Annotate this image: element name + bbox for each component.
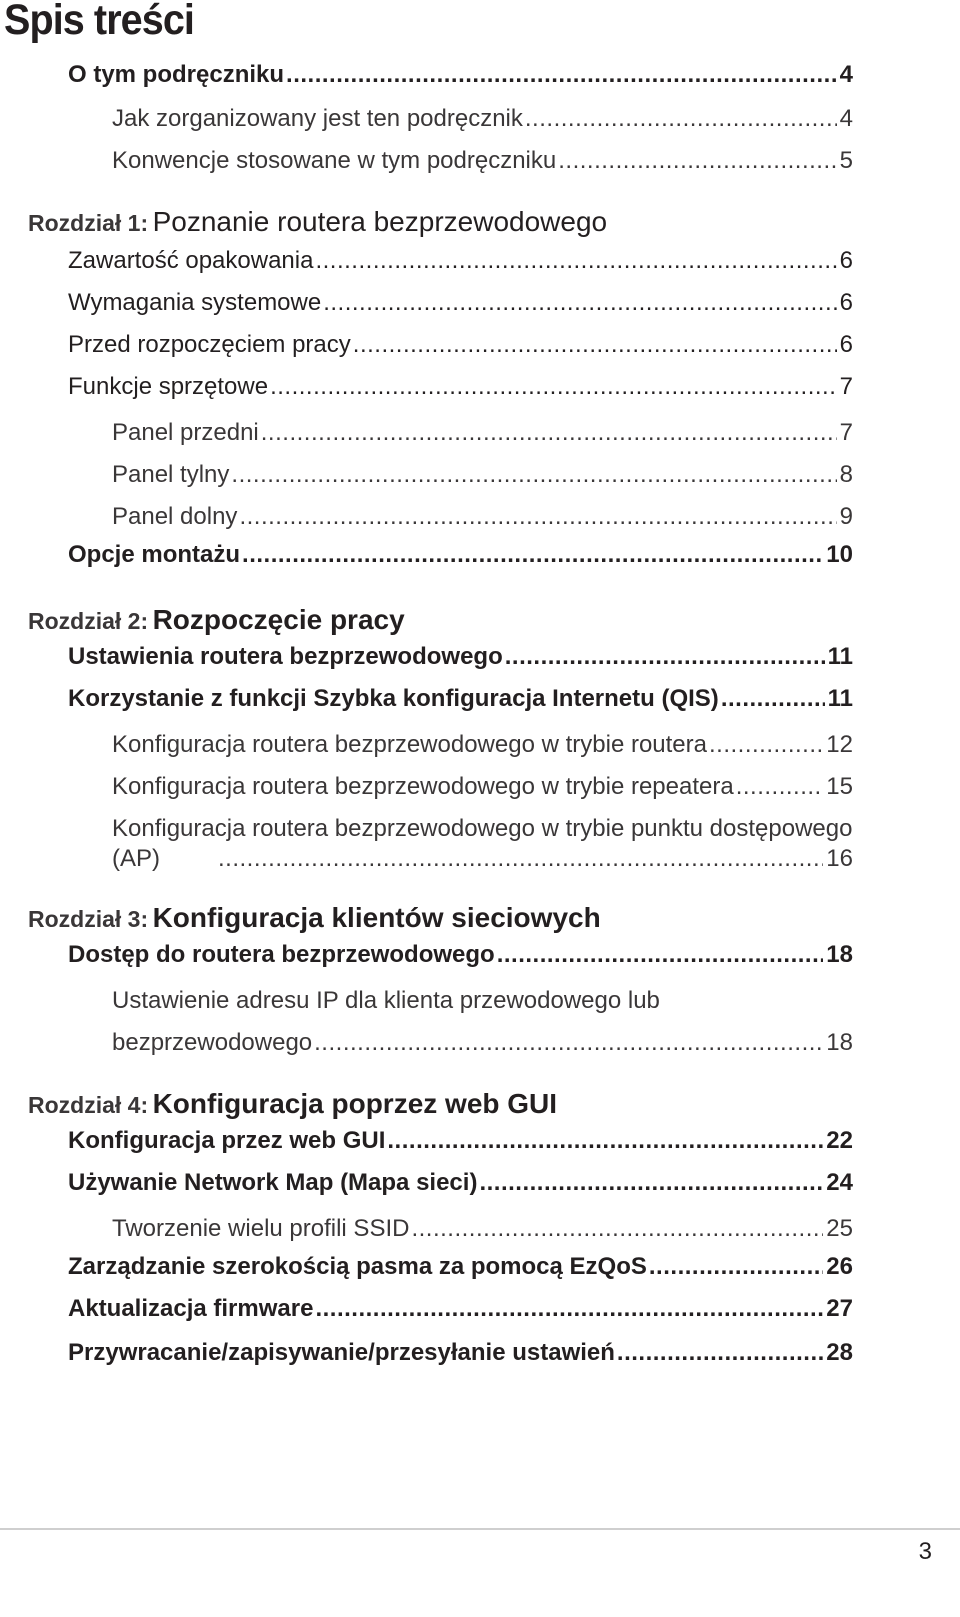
toc-entry-page: 4 — [839, 105, 853, 132]
dot-leader — [261, 418, 837, 448]
chapter-prefix: Rozdział 4: — [28, 1092, 149, 1118]
toc-entry-panel-tylny[interactable] — [112, 460, 853, 490]
toc-entry-label: Opcje montażu — [68, 541, 241, 568]
dot-leader — [286, 60, 837, 90]
toc-entry-web-gui[interactable] — [68, 1126, 853, 1156]
chapter-3-heading — [28, 902, 601, 939]
dot-leader — [617, 1338, 823, 1368]
toc-entry-label: Zarządzanie szerokością pasma za pomocą EzQoS — [68, 1253, 647, 1280]
toc-entry-page: 25 — [826, 1215, 853, 1242]
toc-entry-ustawienia-routera[interactable] — [68, 642, 853, 672]
toc-entry-page: 11 — [827, 643, 853, 670]
toc-entry-page: 16 — [826, 845, 853, 872]
toc-entry-label: bezprzewodowego — [112, 1029, 313, 1056]
dot-leader — [353, 330, 837, 360]
dot-leader — [721, 684, 825, 714]
dot-leader — [315, 1294, 823, 1324]
toc-entry-label: Używanie Network Map (Mapa sieci) — [68, 1169, 478, 1196]
chapter-title: Rozpoczęcie pracy — [152, 604, 405, 635]
dot-leader — [479, 1168, 823, 1198]
dot-leader — [270, 372, 837, 402]
toc-entry-panel-przedni[interactable] — [112, 418, 853, 448]
toc-entry-label: Zawartość opakowania — [68, 247, 314, 274]
toc-entry-label: Panel dolny — [112, 503, 238, 530]
toc-entry-label: Konwencje stosowane w tym podręczniku — [112, 147, 557, 174]
footer-divider — [0, 1528, 960, 1530]
toc-entry-page: 22 — [826, 1127, 853, 1154]
toc-entry-page: 18 — [826, 941, 853, 968]
toc-entry-label: Jak zorganizowany jest ten podręcznik — [112, 105, 523, 132]
dot-leader — [411, 1214, 823, 1244]
toc-entry-label: Przed rozpoczęciem pracy — [68, 331, 351, 358]
toc-entry-label: Konfiguracja routera bezprzewodowego w trybie routera — [112, 731, 707, 758]
toc-entry-page: 18 — [826, 1029, 853, 1056]
toc-entry-label: Tworzenie wielu profili SSID — [112, 1215, 410, 1242]
toc-entry-label: Panel przedni — [112, 419, 259, 446]
toc-entry-tryb-routera[interactable] — [112, 730, 853, 760]
toc-entry-funkcje-sprzetowe[interactable] — [68, 372, 853, 402]
dot-leader — [387, 1126, 823, 1156]
toc-entry-tryb-repeatera[interactable] — [112, 772, 853, 802]
toc-entry-page: 5 — [839, 147, 853, 174]
toc-entry-page: 27 — [826, 1295, 853, 1322]
toc-entry-label: Funkcje sprzętowe — [68, 373, 269, 400]
toc-entry-page: 11 — [827, 685, 853, 712]
toc-entry-page: 9 — [839, 503, 853, 530]
toc-entry-label: Aktualizacja firmware — [68, 1295, 314, 1322]
dot-leader — [709, 730, 823, 760]
toc-entry-page: 6 — [839, 289, 853, 316]
toc-entry-przed-rozpoczeciem[interactable] — [68, 330, 853, 360]
dot-leader — [497, 940, 824, 970]
toc-entry-page: 26 — [826, 1253, 853, 1280]
dot-leader — [242, 540, 823, 570]
toc-entry-page: 4 — [839, 61, 853, 88]
toc-entry-opcje-montazu[interactable] — [68, 540, 853, 570]
toc-entry-tryb-ap[interactable] — [112, 844, 853, 874]
toc-entry-page: 7 — [839, 419, 853, 446]
toc-entry-label: (AP) — [112, 845, 160, 872]
toc-entry-page: 8 — [839, 461, 853, 488]
dot-leader — [314, 1028, 823, 1058]
toc-entry-page: 24 — [826, 1169, 853, 1196]
dot-leader — [239, 502, 836, 532]
toc-entry-label: Przywracanie/zapisywanie/przesyłanie ustawień — [68, 1339, 615, 1366]
toc-entry-adres-ip-line1[interactable]: Ustawienie adresu IP dla klienta przewodowego lub — [112, 987, 660, 1014]
toc-entry-network-map[interactable] — [68, 1168, 853, 1198]
toc-entry-firmware[interactable] — [68, 1294, 853, 1324]
toc-entry-zawartosc[interactable] — [68, 246, 853, 276]
dot-leader — [231, 460, 836, 490]
chapter-2-heading — [28, 604, 405, 641]
toc-entry-panel-dolny[interactable] — [112, 502, 853, 532]
dot-leader — [558, 146, 836, 176]
toc-entry-page: 12 — [826, 731, 853, 758]
toc-entry-ssid[interactable] — [112, 1214, 853, 1244]
toc-entry-tryb-ap-line1[interactable]: Konfiguracja routera bezprzewodowego w trybie punktu dostępowego — [112, 815, 853, 842]
dot-leader — [218, 844, 823, 874]
toc-entry-label: Panel tylny — [112, 461, 230, 488]
toc-entry-page: 28 — [826, 1339, 853, 1366]
dot-leader — [505, 642, 825, 672]
dot-leader — [736, 772, 824, 802]
toc-entry-label: Konfiguracja przez web GUI — [68, 1127, 386, 1154]
toc-entry-konwencje[interactable] — [112, 146, 853, 176]
chapter-1-heading — [28, 206, 607, 243]
toc-entry-page: 6 — [839, 247, 853, 274]
toc-entry-wymagania[interactable] — [68, 288, 853, 318]
toc-entry-qis[interactable] — [68, 684, 853, 714]
toc-entry-label: Ustawienia routera bezprzewodowego — [68, 643, 503, 670]
toc-entry-page: 15 — [826, 773, 853, 800]
toc-entry-label: Korzystanie z funkcji Szybka konfiguracja Internetu (QIS) — [68, 685, 719, 712]
dot-leader — [525, 104, 837, 134]
toc-entry-dostep[interactable] — [68, 940, 853, 970]
chapter-4-heading — [28, 1088, 557, 1125]
chapter-prefix: Rozdział 2: — [28, 608, 149, 634]
toc-entry-label: Konfiguracja routera bezprzewodowego w trybie repeatera — [112, 773, 734, 800]
chapter-title: Poznanie routera bezprzewodowego — [152, 206, 608, 237]
toc-entry-label: O tym podręczniku — [68, 61, 285, 88]
toc-entry-page: 6 — [839, 331, 853, 358]
toc-entry-label: Wymagania systemowe — [68, 289, 322, 316]
toc-entry-page: 7 — [839, 373, 853, 400]
toc-entry-jak-zorganizowany[interactable] — [112, 104, 853, 134]
dot-leader — [315, 246, 836, 276]
chapter-prefix: Rozdział 3: — [28, 906, 149, 932]
page-title: Spis treści — [4, 0, 194, 44]
dot-leader — [323, 288, 836, 318]
toc-entry-o-tym[interactable] — [68, 60, 853, 90]
toc-entry-przywracanie[interactable] — [68, 1338, 853, 1368]
toc-entry-page: 10 — [826, 541, 853, 568]
page-number: 3 — [918, 1538, 932, 1565]
toc-entry-label: Dostęp do routera bezprzewodowego — [68, 941, 495, 968]
toc-entry-adres-ip[interactable] — [112, 1028, 853, 1058]
chapter-title: Konfiguracja poprzez web GUI — [152, 1088, 558, 1119]
toc-entry-ezqos[interactable] — [68, 1252, 853, 1282]
dot-leader — [649, 1252, 823, 1282]
chapter-title: Konfiguracja klientów sieciowych — [152, 902, 601, 933]
chapter-prefix: Rozdział 1: — [28, 210, 149, 236]
